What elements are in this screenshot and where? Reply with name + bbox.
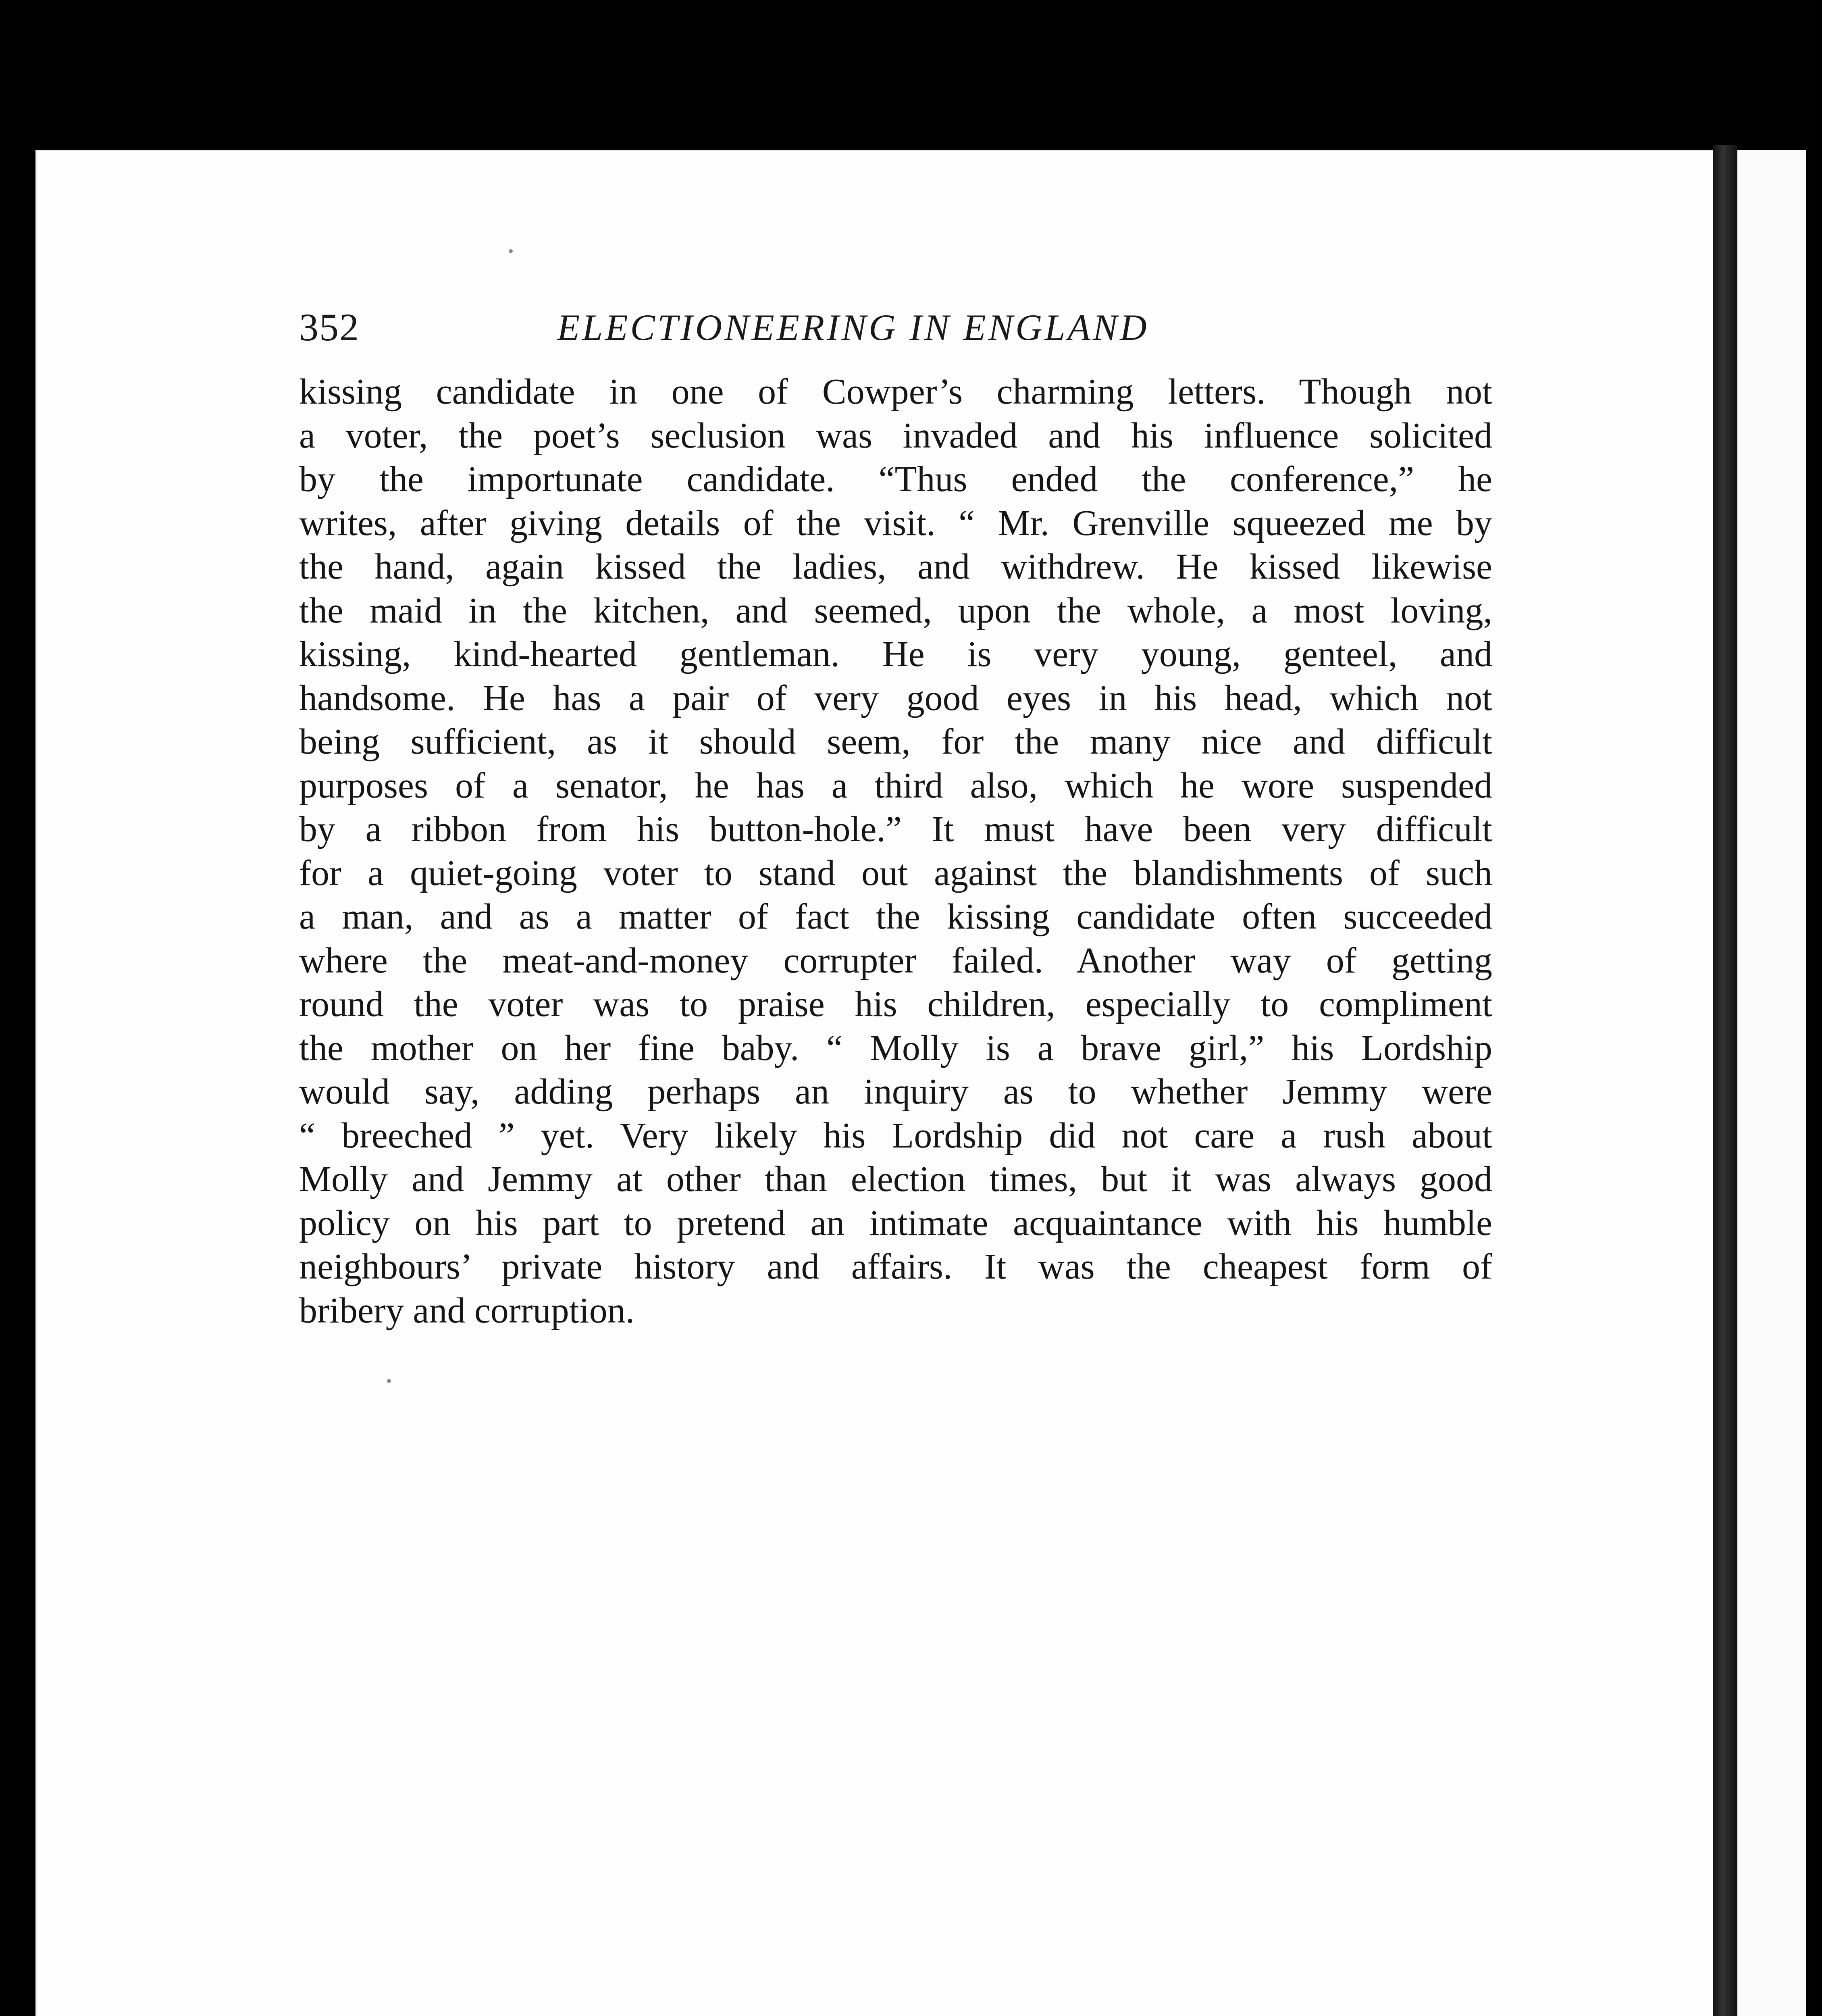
text-line: kissing candidate in one of Cowper’s charming letters. Though not: [299, 372, 1492, 412]
text-line: “ breeched ” yet. Very likely his Lordship did not care a rush about: [299, 1115, 1492, 1156]
running-title: ELECTIONEERING IN ENGLAND: [557, 307, 1149, 348]
page-header: [299, 303, 1492, 352]
text-line: being sufficient, as it should seem, for the many nice and difficult: [299, 722, 1492, 762]
book-gutter: [1713, 145, 1737, 2016]
body-text: [299, 370, 1492, 1333]
text-line: the maid in the kitchen, and seemed, upon the whole, a most loving,: [299, 590, 1492, 631]
text-line: writes, after giving details of the visit. “ Mr. Grenville squeezed me by: [299, 503, 1492, 543]
text-line: handsome. He has a pair of very good eyes in his head, which not: [299, 678, 1492, 718]
next-page-edge: [1737, 150, 1806, 2016]
paper-speck: [387, 1379, 391, 1383]
text-line: by a ribbon from his button-hole.” It must have been very difficult: [299, 809, 1492, 849]
text-line: the mother on her fine baby. “ Molly is a brave girl,” his Lordship: [299, 1028, 1492, 1068]
text-line: by the importunate candidate. “Thus ended the conference,” he: [299, 459, 1492, 499]
text-line: kissing, kind-hearted gentleman. He is very young, genteel, and: [299, 634, 1492, 674]
text-line: policy on his part to pretend an intimate acquaintance with his humble: [299, 1203, 1492, 1243]
text-line: neighbours’ private history and affairs. It was the cheapest form of: [299, 1247, 1492, 1287]
text-line: for a quiet-going voter to stand out against the blandishments of such: [299, 853, 1492, 893]
text-line: would say, adding perhaps an inquiry as to whether Jemmy were: [299, 1072, 1492, 1112]
page-number: 352: [299, 306, 360, 349]
text-line: the hand, again kissed the ladies, and withdrew. He kissed likewise: [299, 547, 1492, 587]
text-line: a voter, the poet’s seclusion was invaded and his influence solicited: [299, 415, 1492, 456]
text-line: a man, and as a matter of fact the kissing candidate often succeeded: [299, 897, 1492, 937]
text-line: Molly and Jemmy at other than election times, but it was always good: [299, 1159, 1492, 1199]
text-line: where the meat-and-money corrupter failed. Another way of getting: [299, 940, 1492, 981]
paper-speck: [509, 249, 513, 253]
text-line: purposes of a senator, he has a third also, which he wore suspended: [299, 765, 1492, 806]
text-line: round the voter was to praise his children, especially to compliment: [299, 984, 1492, 1024]
text-line: bribery and corruption.: [299, 1290, 635, 1331]
